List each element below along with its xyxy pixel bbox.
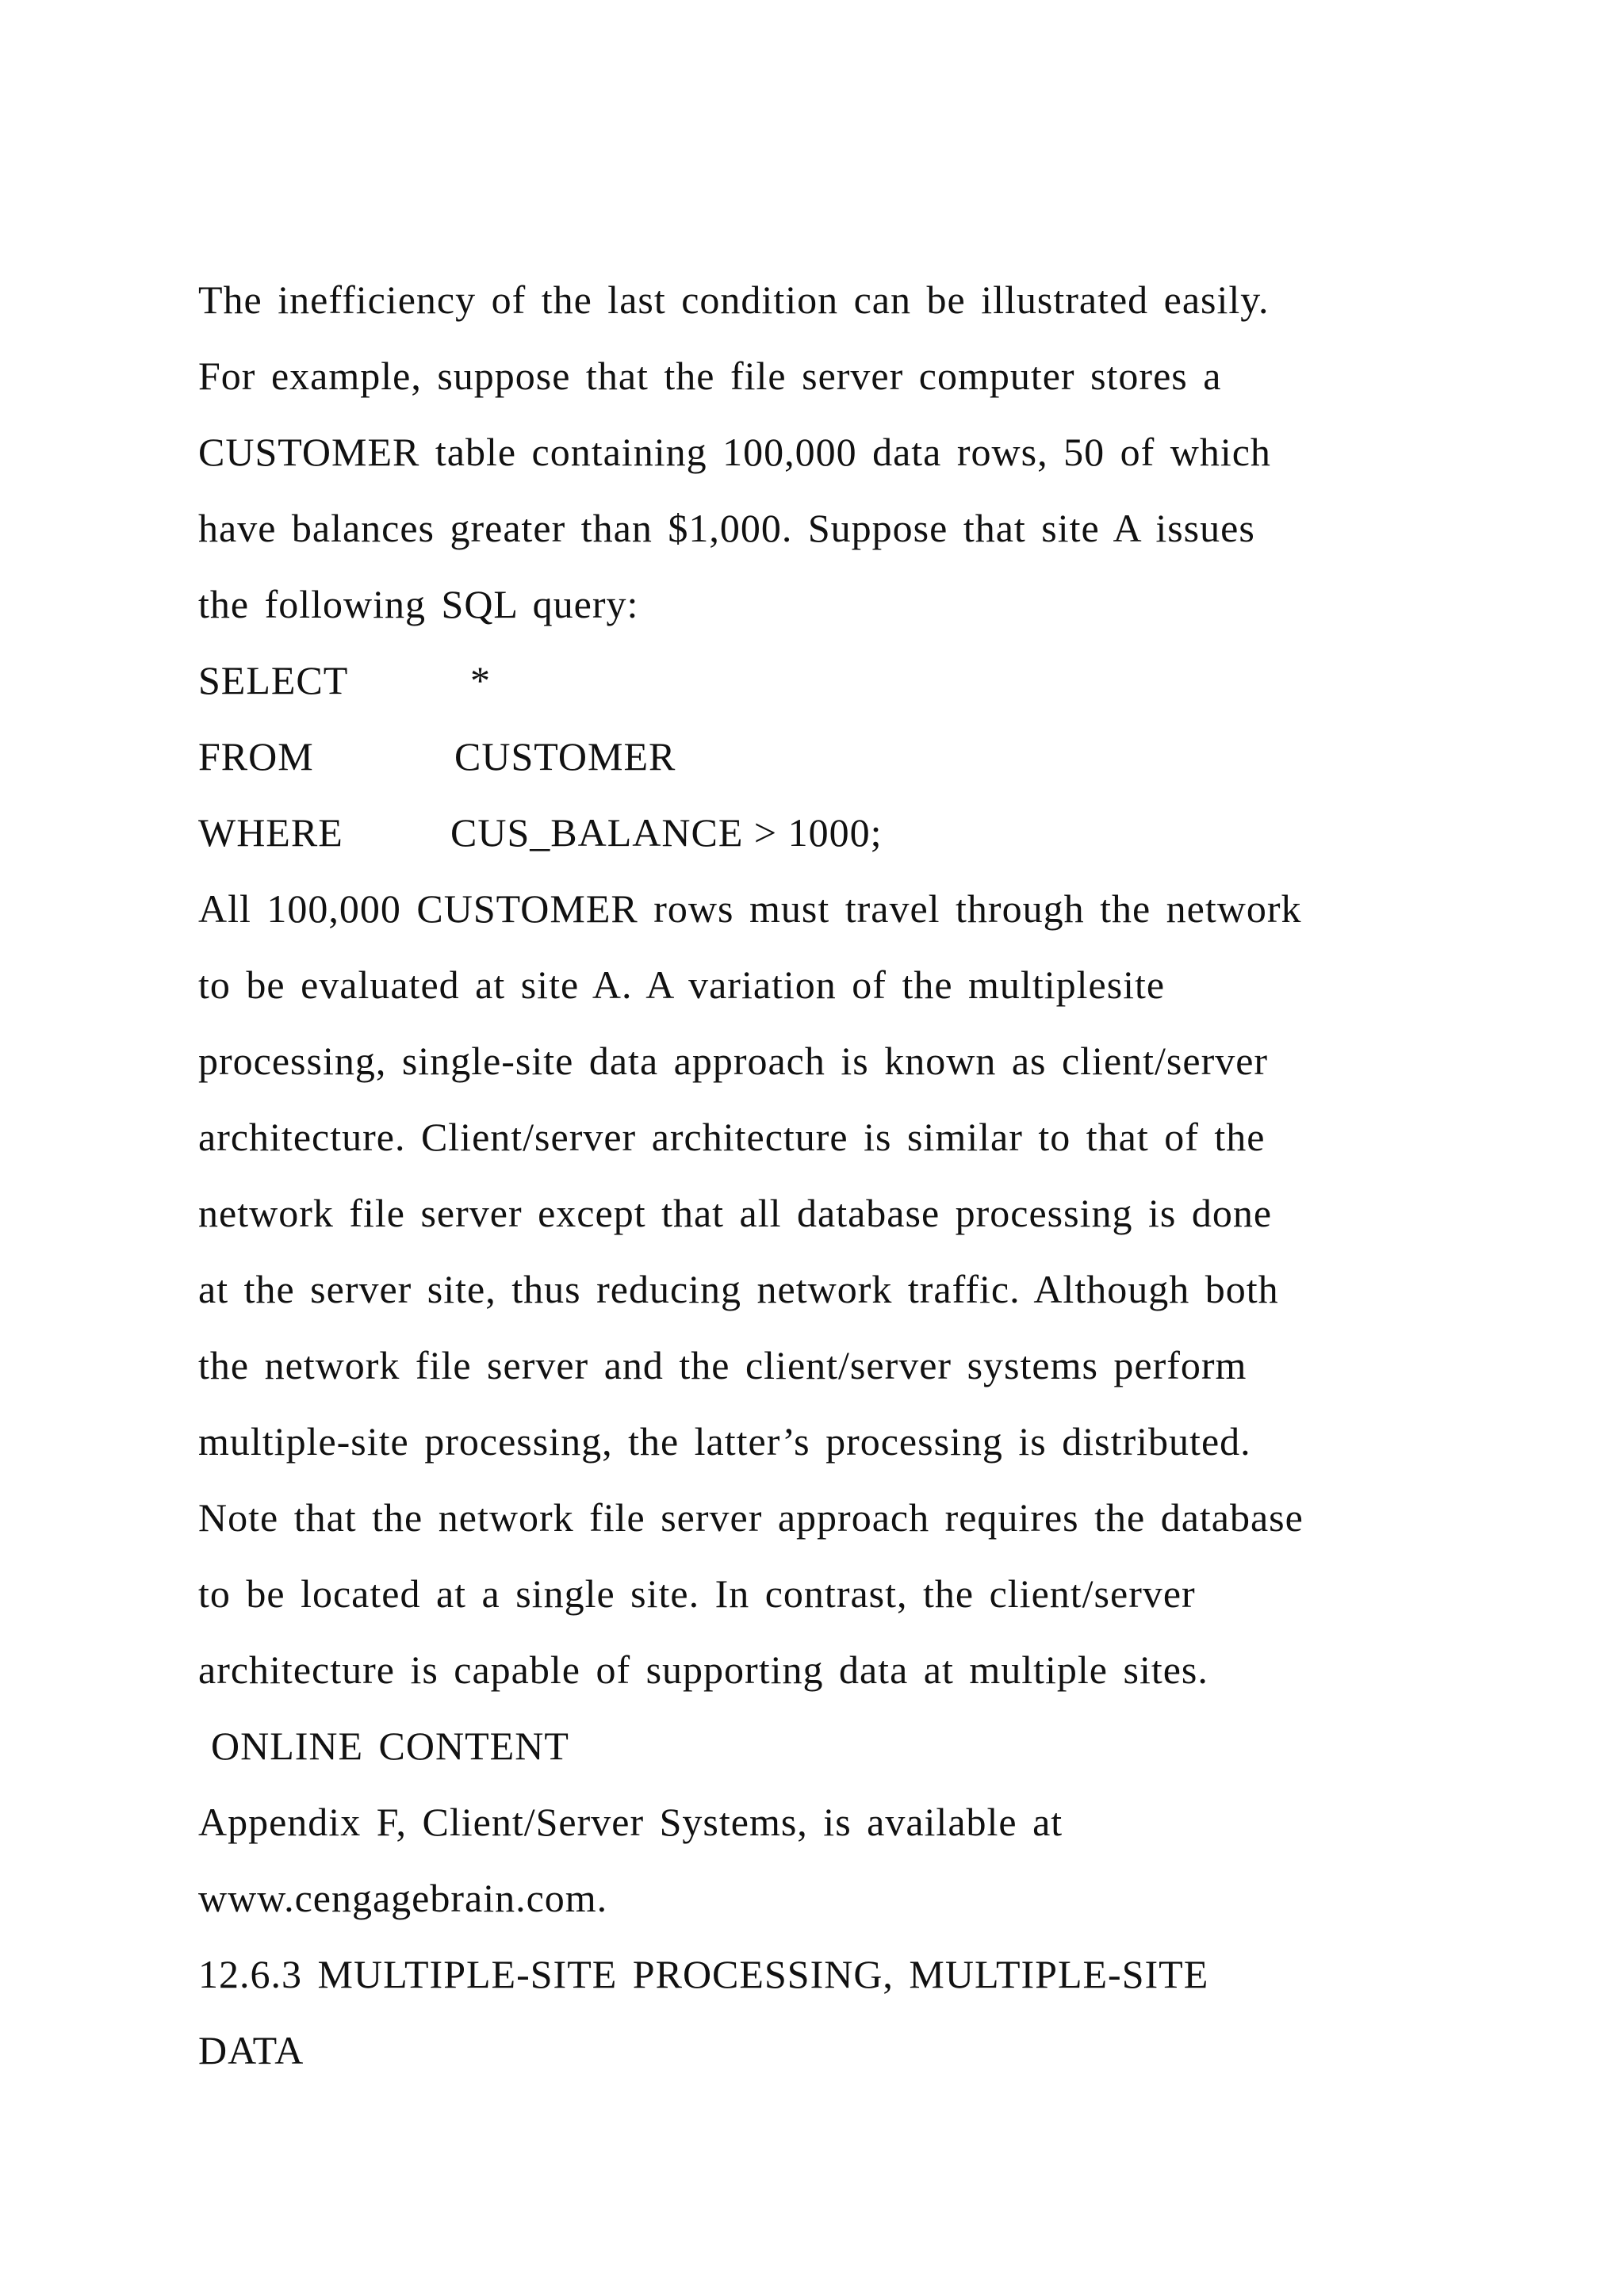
sql-select-argument: * <box>470 658 491 702</box>
paragraph-line: architecture is capable of supporting data at multiple sites. <box>198 1647 1208 1692</box>
paragraph-line: at the server site, thus reducing network traffic. Although both <box>198 1267 1279 1311</box>
paragraph-line: multiple-site processing, the latter’s processing is distributed. <box>198 1419 1251 1464</box>
online-content-link[interactable]: www.cengagebrain.com. <box>198 1876 608 1920</box>
paragraph-line: the following SQL query: <box>198 582 639 626</box>
sql-where-argument: CUS_BALANCE > 1000; <box>450 810 883 855</box>
paragraph-line: architecture. Client/server architecture is similar to that of the <box>198 1115 1266 1159</box>
online-content-heading: ONLINE CONTENT <box>211 1724 569 1768</box>
paragraph-line: processing, single-site data approach is known as client/server <box>198 1039 1269 1083</box>
section-heading: 12.6.3 MULTIPLE-SITE PROCESSING, MULTIPLE-SITE <box>198 1952 1209 1996</box>
sql-from-keyword: FROM <box>198 734 314 779</box>
paragraph-line: have balances greater than $1,000. Suppose that site A issues <box>198 506 1255 550</box>
paragraph-line: Note that the network file server approach requires the database <box>198 1495 1304 1540</box>
paragraph-line: For example, suppose that the file server computer stores a <box>198 354 1222 398</box>
paragraph-line: CUSTOMER table containing 100,000 data rows, 50 of which <box>198 430 1271 474</box>
online-content-line: Appendix F, Client/Server Systems, is available at <box>198 1800 1063 1844</box>
sql-from-row <box>198 718 1467 794</box>
sql-from-argument: CUSTOMER <box>454 734 676 779</box>
paragraph-line: to be evaluated at site A. A variation of the multiplesite <box>198 962 1166 1007</box>
sql-where-keyword: WHERE <box>198 810 343 855</box>
sql-select-keyword: SELECT <box>198 658 349 702</box>
text-column <box>198 262 1467 2088</box>
paragraph-line: All 100,000 CUSTOMER rows must travel through the network <box>198 886 1302 931</box>
paragraph-line: the network file server and the client/server systems perform <box>198 1343 1247 1387</box>
paragraph-line: The inefficiency of the last condition can be illustrated easily. <box>198 277 1270 322</box>
paragraph-line: to be located at a single site. In contrast, the client/server <box>198 1571 1196 1616</box>
sql-select-row <box>198 642 1467 718</box>
paragraph-line: network file server except that all database processing is done <box>198 1191 1273 1235</box>
sql-where-row <box>198 794 1467 871</box>
section-heading-continued: DATA <box>198 2028 304 2072</box>
